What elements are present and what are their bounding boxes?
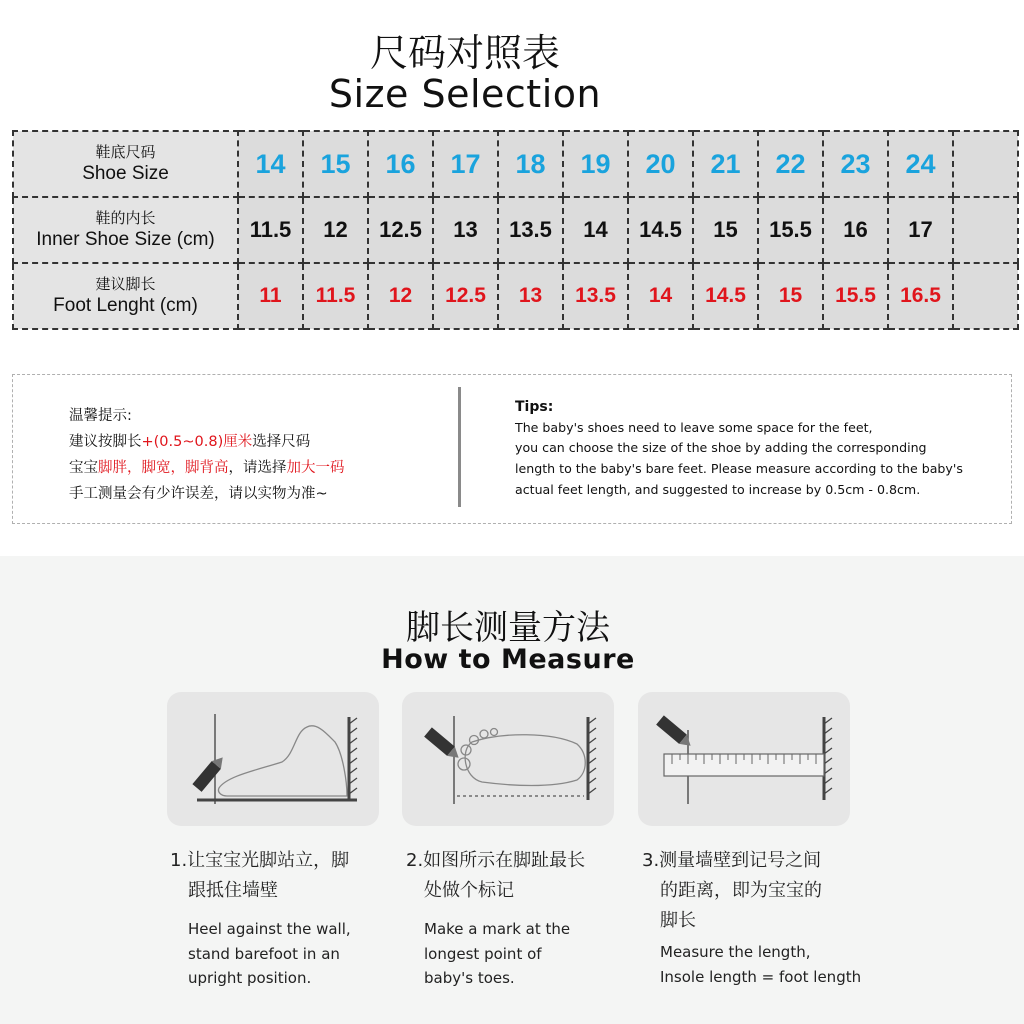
tips-en-line: length to the baby's bare feet. Please measure according to the baby's [515,461,963,477]
side-foot-wall-icon [167,692,379,826]
table-cell: 15 [758,263,823,329]
tips-highlight: 脚胖，脚宽，脚背高 [98,460,229,476]
step-cn-line: 跟抵住墙壁 [188,880,278,901]
table-cell: 13 [498,263,563,329]
row-label-cn: 鞋的内长 [95,208,156,227]
step-cn-line: 处做个标记 [424,880,514,901]
step-en-line: baby's toes. [424,969,515,987]
table-cell: 20 [628,131,693,197]
tips-text: 建议按脚长 [69,434,142,450]
shoe-size-row [13,131,1018,197]
table-cell: 12.5 [433,263,498,329]
step-en-line: stand barefoot in an [188,944,340,963]
table-cell: 16 [368,131,433,197]
tips-english [515,397,1005,501]
tips-chinese [69,403,345,507]
measure-title-en: How to Measure [381,644,635,675]
tips-text: 选择尺码 [252,434,311,450]
measure-title-cn: 脚长测量方法 [406,608,610,648]
table-cell: 11 [238,263,303,329]
empty-cell [953,131,1018,197]
step-en-line: Measure the length, [660,943,811,961]
table-cell: 14 [563,197,628,263]
size-table [12,130,1019,330]
table-cell: 23 [823,131,888,197]
ruler-wall-icon [638,692,850,826]
page-title-en: Size Selection [328,72,602,116]
step-en-line: longest point of [424,944,542,963]
tips-en-line: actual feet length, and suggested to increase by 0.5cm - 0.8cm. [515,481,921,497]
step-2-cn [406,846,585,906]
step-cn-line: 1.让宝宝光脚站立，脚 [170,850,350,871]
table-cell: 16.5 [888,263,953,329]
tips-cn-line: 手工测量会有少许误差，请以实物为准~ [69,486,328,502]
step-2-card [402,692,614,826]
step-en-line: Make a mark at the [424,920,571,938]
step-en-line: upright position. [188,969,312,987]
tips-text: ，请选择 [228,460,287,476]
empty-cell [953,263,1018,329]
table-cell: 14.5 [693,263,758,329]
table-cell: 21 [693,131,758,197]
tips-divider [458,387,461,507]
step-cn-line: 脚长 [660,910,696,931]
table-cell: 12 [303,197,368,263]
row-label [13,197,238,263]
row-label-en: Foot Lenght (cm) [53,294,198,316]
foot-top-mark-icon [402,692,614,826]
tips-highlight: +(0.5~0.8)厘米 [141,434,253,450]
table-cell: 13 [433,197,498,263]
table-cell: 15.5 [758,197,823,263]
step-3-card [638,692,850,826]
tips-cn-line: 温馨提示: [69,408,132,424]
step-cn-line: 3.测量墙壁到记号之间 [642,850,822,871]
tips-en-line: you can choose the size of the shoe by adding the corresponding [515,440,927,456]
tips-cn-line [69,429,345,455]
tips-cn-line [69,455,345,481]
table-cell: 13.5 [563,263,628,329]
table-cell: 15 [303,131,368,197]
inner-size-row [13,197,1018,263]
table-cell: 12 [368,263,433,329]
table-cell: 19 [563,131,628,197]
empty-cell [953,197,1018,263]
table-cell: 17 [888,197,953,263]
tips-box [12,374,1012,524]
table-cell: 11.5 [238,197,303,263]
table-cell: 12.5 [368,197,433,263]
table-cell: 14 [628,263,693,329]
row-label-en: Shoe Size [82,162,169,184]
page-title-cn: 尺码对照表 [369,31,560,75]
tips-text: 宝宝 [69,460,98,476]
table-cell: 22 [758,131,823,197]
step-1-cn [170,846,349,906]
table-cell: 11.5 [303,263,368,329]
table-cell: 16 [823,197,888,263]
step-en-line: Insole length = foot length [660,967,862,986]
table-cell: 15 [693,197,758,263]
table-cell: 17 [433,131,498,197]
step-cn-line: 2.如图所示在脚趾最长 [406,850,586,871]
step-3-cn [642,846,822,936]
table-cell: 14 [238,131,303,197]
table-cell: 13.5 [498,197,563,263]
table-cell: 14.5 [628,197,693,263]
tips-heading: Tips: [515,399,554,415]
step-en-line: Heel against the wall, [188,920,351,938]
row-label-cn: 建议脚长 [95,274,156,293]
row-label [13,263,238,329]
step-2-en [424,917,570,991]
step-cn-line: 的距离，即为宝宝的 [660,880,822,901]
tips-highlight: 加大一码 [286,460,345,476]
step-1-en [188,917,351,991]
step-3-en [660,940,861,989]
foot-length-row [13,263,1018,329]
row-label-en: Inner Shoe Size (cm) [36,228,215,250]
table-cell: 15.5 [823,263,888,329]
tips-en-line: The baby's shoes need to leave some space for the feet, [515,419,873,435]
step-1-card [167,692,379,826]
table-cell: 18 [498,131,563,197]
row-label [13,131,238,197]
row-label-cn: 鞋底尺码 [95,142,156,161]
table-cell: 24 [888,131,953,197]
